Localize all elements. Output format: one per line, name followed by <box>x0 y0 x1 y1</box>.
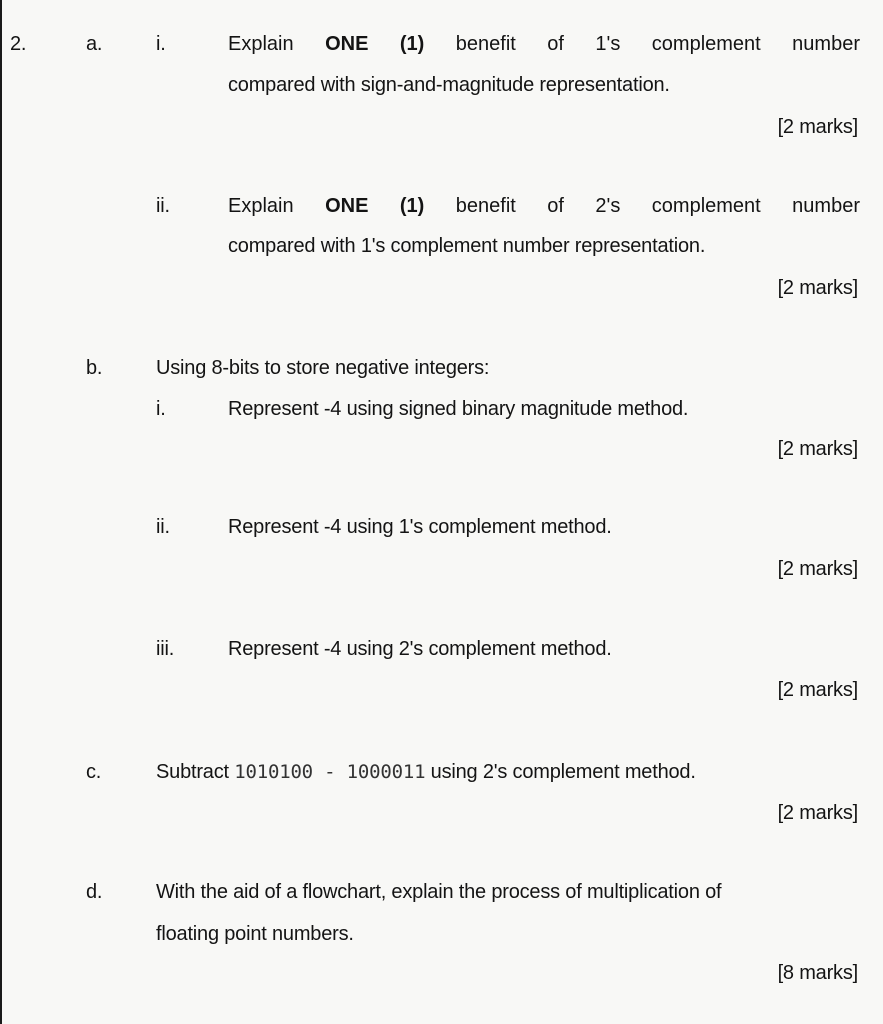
part-a-i-label: i. <box>156 33 166 55</box>
part-d-marks: [8 marks] <box>777 962 858 984</box>
part-a-ii-marks: [2 marks] <box>777 277 858 299</box>
part-b-i-label: i. <box>156 398 166 420</box>
part-b-iii-label: iii. <box>156 638 175 660</box>
part-a-ii-text-pre: Explain <box>228 195 294 217</box>
part-b-ii-marks: [2 marks] <box>777 558 858 580</box>
part-b-label: b. <box>86 357 103 379</box>
part-a-i-text-post: benefit of 1's complement number <box>455 33 860 55</box>
part-a-i-line2: compared with sign-and-magnitude representation. <box>228 74 670 96</box>
part-a-ii-line1 <box>228 194 860 218</box>
part-d-line2: floating point numbers. <box>156 923 354 945</box>
part-a-i-line1 <box>228 32 860 56</box>
part-b-i-text: Represent -4 using signed binary magnitude method. <box>228 398 689 420</box>
part-d-label: d. <box>86 881 103 903</box>
part-c-text-pre: Subtract <box>156 761 229 783</box>
question-number: 2. <box>10 33 27 55</box>
part-c-line <box>156 760 696 784</box>
part-a-ii-text-post: benefit of 2's complement number <box>455 195 860 217</box>
part-c-marks: [2 marks] <box>777 802 858 824</box>
part-a-i-text-pre: Explain <box>228 33 294 55</box>
part-c-text-post: using 2's complement method. <box>430 761 696 783</box>
part-a-i-text-bold: ONE (1) <box>325 33 425 55</box>
part-b-iii-text: Represent -4 using 2's complement method. <box>228 638 612 660</box>
part-a-label: a. <box>86 33 103 55</box>
part-a-ii-line2: compared with 1's complement number representation. <box>228 235 706 257</box>
part-d-line1: With the aid of a flowchart, explain the process of multiplication of <box>156 881 722 903</box>
part-c-label: c. <box>86 761 102 783</box>
part-b-i-marks: [2 marks] <box>777 438 858 460</box>
part-c-operands: 1010100 - 1000011 <box>234 761 426 783</box>
part-b-ii-text: Represent -4 using 1's complement method. <box>228 516 612 538</box>
part-a-ii-label: ii. <box>156 195 170 217</box>
part-b-ii-label: ii. <box>156 516 170 538</box>
part-b-iii-marks: [2 marks] <box>777 679 858 701</box>
part-a-i-marks: [2 marks] <box>777 116 858 138</box>
part-a-ii-text-bold: ONE (1) <box>325 195 425 217</box>
part-b-intro: Using 8-bits to store negative integers: <box>156 357 490 379</box>
